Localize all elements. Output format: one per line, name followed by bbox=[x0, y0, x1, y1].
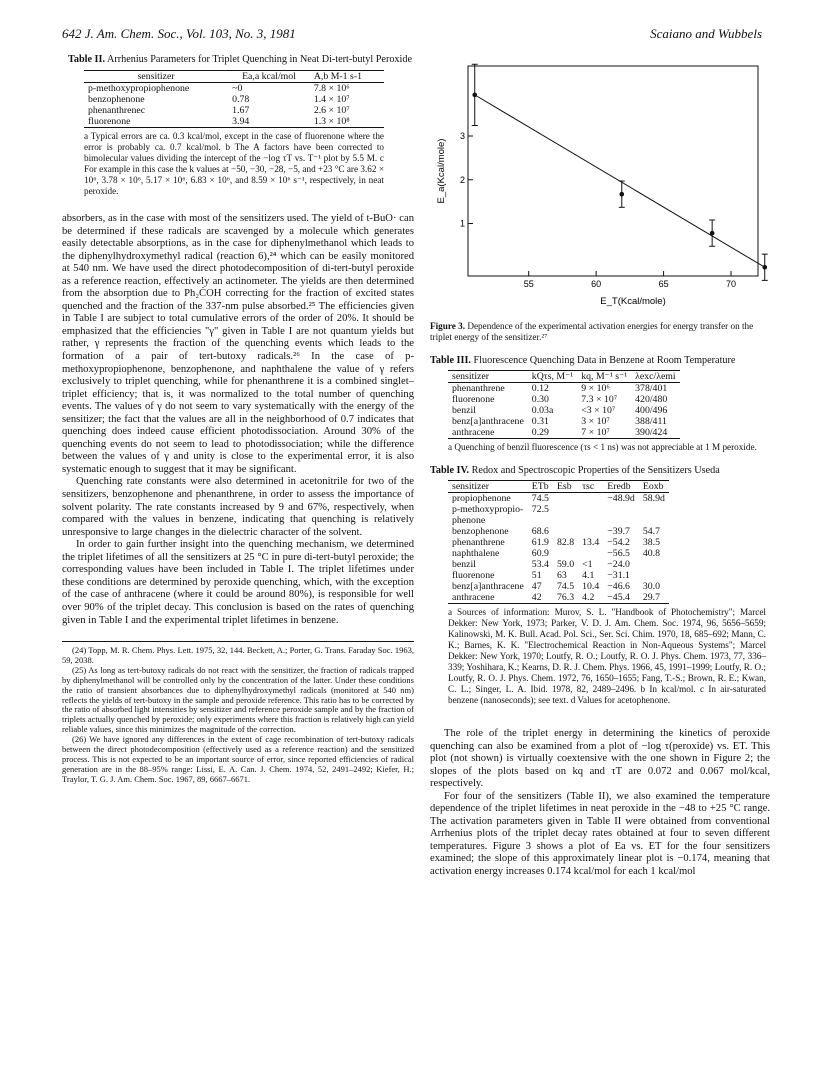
x-tick-label: 65 bbox=[658, 279, 669, 289]
table-cell: 72.5 bbox=[531, 504, 549, 515]
header-authors: Scaiano and Wubbels bbox=[650, 26, 762, 41]
table-cell bbox=[578, 548, 603, 559]
y-axis-label: E_a(Kcal/mole) bbox=[436, 138, 447, 204]
table-cell: p-methoxypropio- bbox=[452, 504, 524, 515]
right-body-text bbox=[430, 728, 770, 879]
table-cell: 76.3 bbox=[553, 592, 578, 604]
data-point bbox=[472, 93, 477, 98]
table-row bbox=[448, 493, 669, 505]
table2-footnote: a Typical errors are ca. 0.3 kcal/mol, except in the case of fluorenone where the error is probably ca. 0.7 kcal/mol. b The A factors have been corrected to bimolecular values dividing the intercept of the −log τT vs. T⁻¹ plot by 5.5 M. c For example in this case the k values at −50, −30, −28, −5, and +23 °C are 3.62 × 10⁶, 3.78 × 10⁶, 5.17 × 10⁶, 6.83 × 10⁶, and 8.59 × 10⁶ s⁻¹, respectively, in neat peroxide. bbox=[84, 131, 384, 196]
table-row bbox=[448, 559, 669, 570]
table-cell: phenanthrenec bbox=[88, 105, 146, 116]
table-cell bbox=[578, 504, 603, 515]
table-cell bbox=[603, 504, 639, 515]
table-cell: ~0 bbox=[232, 83, 243, 94]
table-row bbox=[84, 94, 384, 105]
table-cell: phenanthrene bbox=[452, 537, 505, 548]
table-cell: 51 bbox=[531, 570, 542, 581]
table-cell: 53.4 bbox=[531, 559, 549, 570]
reference-24: (24) Topp, M. R. Chem. Phys. Lett. 1975, 32, 144. Beckett, A.; Porter, G. Trans. Faraday Soc. 1963, 59, 2038. bbox=[62, 645, 414, 665]
table-cell: 0.78 bbox=[232, 94, 250, 105]
table-cell: phenone bbox=[452, 515, 486, 526]
table4 bbox=[448, 480, 669, 604]
right-column bbox=[430, 54, 770, 879]
table-cell: 390/424 bbox=[631, 427, 680, 439]
table-row bbox=[448, 570, 669, 581]
table-cell: −24.0 bbox=[607, 559, 630, 570]
table-row bbox=[448, 427, 680, 439]
x-tick-label: 60 bbox=[591, 279, 602, 289]
th-eox: Eoxb bbox=[639, 481, 669, 493]
table3-footnote: a Quenching of benzil fluorescence (τs < 1 ns) was not appreciable at 1 M peroxide. bbox=[448, 442, 757, 452]
th-taus: τsc bbox=[578, 481, 603, 493]
table-cell: 0.03a bbox=[531, 405, 554, 416]
x-axis-label: E_T(Kcal/mole) bbox=[600, 296, 666, 307]
footnote-references bbox=[62, 641, 414, 785]
table4-footnote: a Sources of information: Murov, S. L. "Handbook of Photochemistry"; Marcel Dekker: New York, 1973; Parker, V. D. J. Am. Chem. Soc. 1974, 96, 5656–5659; Kalinowski, M. K. Bull. Acad. Pol. Sci., Ser. Sci. Chim. 1970, 18, 685–692; Mann, C. K.; Barnes, K. K. "Electrochemical Reaction in Non-Aqueous Systems"; Marcel Dekker: New York, 1970; Loutfy, R. O.; Loutfy, R. O. J. Phys. Chem. 1973, 77, 336–339; Yoshihara, K.; Kearns, D. R. J. Chem. Phys. 1966, 45, 1991–1999; Loutfy, R. O.; Loutfy, R. O. J. Phys. Chem. 1972, 76, 1650–1655; Fang, T.-S.; Brown, R. E.; Kwan, C. L.; Singer, L. A. Ibid. 1978, 82, 2489–2496. b In kcal/mol. c In air-saturated benzene (nanoseconds); see text. d Values for acetophenone. bbox=[448, 607, 766, 705]
table-cell: 4.2 bbox=[578, 592, 603, 604]
th-kq: kq, M⁻¹ s⁻¹ bbox=[577, 371, 631, 383]
table-cell: 74.5 bbox=[531, 493, 549, 504]
y-tick-label: 1 bbox=[459, 218, 465, 229]
table-row bbox=[448, 383, 680, 395]
table-row bbox=[448, 581, 669, 592]
paragraph: For four of the sensitizers (Table II), we also examined the temperature dependence of the triplet lifetimes in neat peroxide in the −48 to +25 °C range. The activation parameters given in Table II were obtained from conventional Arrhenius plots of the triplet decay rates obtained at four to seven different temperatures. Figure 3 shows a plot of Ea vs. ET for the four sensitizers examined; the slope of this approximately linear plot is −0.174, meaning that activation energy increases 0.174 kcal/mol for each 1 kcal/mol bbox=[430, 790, 770, 878]
table2-label: Table II. bbox=[68, 54, 105, 65]
table-row bbox=[448, 526, 669, 537]
table-cell: 59.0 bbox=[556, 559, 575, 570]
header-journal: 642 J. Am. Chem. Soc., Vol. 103, No. 3, 1981 bbox=[62, 26, 296, 41]
table-row bbox=[448, 405, 680, 416]
figure3-label: Figure 3. bbox=[430, 321, 466, 331]
table-cell: 420/480 bbox=[635, 394, 668, 405]
table-cell bbox=[578, 493, 603, 505]
table-cell: 0.30 bbox=[531, 394, 549, 405]
table-cell: 38.5 bbox=[642, 537, 660, 548]
table-cell: −54.2 bbox=[607, 537, 630, 548]
table-cell: 42 bbox=[528, 592, 553, 604]
table-row bbox=[84, 83, 384, 95]
table-cell: <1 bbox=[582, 559, 593, 570]
table-cell: 388/411 bbox=[635, 416, 667, 427]
table-cell: 74.5 bbox=[556, 581, 575, 592]
th-lambda: λexc/λemi bbox=[631, 371, 680, 383]
table-cell: 47 bbox=[531, 581, 542, 592]
data-point bbox=[762, 265, 767, 270]
data-point bbox=[710, 231, 715, 236]
table-cell: 40.8 bbox=[642, 548, 660, 559]
table-row bbox=[448, 548, 669, 559]
table-cell: propiophenone bbox=[452, 493, 511, 504]
table-cell: 0.29 bbox=[528, 427, 577, 439]
table-cell: benzophenone bbox=[88, 94, 145, 105]
paragraph: absorbers, as in the case with most of the sensitizers used. The yield of t-BuO· can be determined if these radicals are scavenged by a molecule which generates easily detectable absorptions, as in the case for diphenylmethanol which leads to the diphenylhydroxymethyl radical (reaction 6),²⁴ which can be easily monitored at 540 nm. We have used the direct photodecomposition of di-tert-butyl peroxide as a reference reaction, effectively an actinometer. The yields are then determined from the absorption due to Ph₂ĊOH correcting for the fraction of excited states quenched and the fraction of the 337-nm pulse absorbed.²⁵ The efficiencies given in Table I are subject to total cumulative errors of the order of 20%. It should be emphasized that the efficiencies "γ" given in Table I are not quantum yields but rather, γ represents the fraction of the quenching events which leads to the formation of a pair of tert-butoxy radicals.²⁶ In the case of p-methoxypropiophenone, benzophenone, and naphthalene the value of γ refers exclusively to triplet quenching, while for phenanthrene it is a combined singlet–triplet efficiency; that is, it was normalized to the total number of quenching events. The values of γ do not seem to vary systematically with the energy of the sensitizer; the fact that the values are all in the neighborhood of 0.7 indicates that quenching does indeed cause efficient photodissociation. Around 30% of the quenching events do not seem to lead to photodissociation; while the difference between the values of γ and unity is close to the experimental error, it is also systematic enough to suggest that it may be significant. bbox=[62, 213, 414, 475]
x-tick-label: 70 bbox=[726, 279, 737, 289]
table-cell: 1.3 × 10⁸ bbox=[310, 116, 384, 128]
plot-frame bbox=[468, 66, 758, 276]
th-et: ETb bbox=[528, 481, 553, 493]
th-sensitizer: sensitizer bbox=[84, 71, 228, 83]
table-row bbox=[448, 537, 669, 548]
table-cell bbox=[553, 526, 578, 537]
table-cell: 7.3 × 10⁷ bbox=[581, 394, 618, 405]
figure3-caption-text: Dependence of the experimental activation energies for energy transfer on the triplet energy of the sensitizer.²⁷ bbox=[430, 321, 754, 342]
table-cell: fluorenone bbox=[452, 394, 495, 405]
x-tick-label: 55 bbox=[523, 279, 534, 289]
table-cell: 7.8 × 10⁶ bbox=[313, 83, 350, 94]
table-cell bbox=[553, 493, 578, 505]
th-sensitizer: sensitizer bbox=[448, 481, 528, 493]
th-kq-taus: kQτs, M⁻¹ bbox=[528, 371, 577, 383]
th-ered: Eredb bbox=[603, 481, 639, 493]
table-cell: 13.4 bbox=[582, 537, 600, 548]
table-cell: −56.5 bbox=[607, 548, 630, 559]
table-cell: phenanthrene bbox=[452, 383, 505, 394]
table-cell: 29.7 bbox=[639, 592, 669, 604]
data-point bbox=[619, 192, 624, 197]
table-cell: anthracene bbox=[448, 427, 528, 439]
table-cell bbox=[553, 515, 578, 526]
table4-caption bbox=[430, 465, 770, 477]
table-cell: 68.6 bbox=[531, 526, 549, 537]
table-header-row bbox=[448, 481, 669, 493]
table-cell: fluorenone bbox=[452, 570, 495, 581]
figure3-plot bbox=[430, 54, 770, 310]
table3-label: Table III. bbox=[430, 355, 471, 366]
table-cell: benzil bbox=[452, 559, 476, 570]
table-cell: 2.6 × 10⁷ bbox=[313, 105, 350, 116]
table-cell bbox=[639, 504, 669, 515]
th-ea: Ea,a kcal/mol bbox=[228, 71, 310, 83]
table-cell: benzophenone bbox=[452, 526, 509, 537]
table-header-row bbox=[84, 71, 384, 83]
table-cell: benz[a]anthracene bbox=[452, 416, 524, 427]
y-tick-label: 2 bbox=[459, 174, 465, 185]
table-cell: 3 × 10⁷ bbox=[581, 416, 610, 427]
table-cell: 9 × 10⁶ bbox=[581, 383, 610, 394]
left-column bbox=[62, 54, 414, 785]
table-row bbox=[448, 592, 669, 604]
table-row bbox=[448, 394, 680, 405]
table-cell: benz[a]anthracene bbox=[452, 581, 524, 592]
table-cell bbox=[553, 504, 578, 515]
table-cell: 4.1 bbox=[582, 570, 595, 581]
table-cell: anthracene bbox=[448, 592, 528, 604]
th-es: Esb bbox=[553, 481, 578, 493]
table-cell bbox=[528, 515, 553, 526]
table-cell: 1.4 × 10⁷ bbox=[313, 94, 350, 105]
table-cell: 58.9d bbox=[642, 493, 665, 504]
table-cell: 400/496 bbox=[635, 405, 668, 416]
table2 bbox=[84, 70, 384, 128]
table-cell bbox=[639, 570, 669, 581]
table-cell: 7 × 10⁷ bbox=[577, 427, 631, 439]
table4-title: Redox and Spectroscopic Properties of the Sensitizers Useda bbox=[471, 465, 720, 476]
table-cell: 378/401 bbox=[635, 383, 668, 394]
table-cell: benzil bbox=[452, 405, 476, 416]
table-cell: 3.94 bbox=[228, 116, 310, 128]
reference-26: (26) We have ignored any differences in the extent of cage recombination of tert-butoxy radicals between the direct photodecomposition (effectively used as a reference reaction) and the sensitized process. This is not expected to be an important source of error, since reported efficiencies of radical generation are in the 88–95% range: Lissi, E. A. Can. J. Chem. 1974, 52, 2491–2492; Kiefer, H.; Traylor, T. G. J. Am. Chem. Soc. 1967, 89, 6667–6671. bbox=[62, 734, 414, 784]
table-cell bbox=[578, 515, 603, 526]
table-cell: 82.8 bbox=[556, 537, 575, 548]
table-cell: naphthalene bbox=[452, 548, 500, 559]
paragraph: In order to gain further insight into the quenching mechanism, we determined the triplet lifetimes of all the sensitizers at 25 °C in pure di-tert-butyl peroxide; the corresponding values have been included in Table I. The triplet lifetimes under these conditions are determined by peroxide quenching, which, with the exception of the case of anthracene (where it could be around 80%), is responsible for well over 90% of the triplet decay. This conclusion is based on the rates of quenching given in Table I and the experimental triplet lifetimes in benzene. bbox=[62, 539, 414, 626]
table-row bbox=[448, 416, 680, 427]
table2-caption bbox=[68, 54, 414, 66]
table-cell bbox=[603, 515, 639, 526]
table4-label: Table IV. bbox=[430, 465, 470, 476]
table-cell: −45.4 bbox=[603, 592, 639, 604]
table-row bbox=[84, 116, 384, 128]
table-cell: 60.9 bbox=[531, 548, 549, 559]
table-cell: 0.31 bbox=[531, 416, 549, 427]
table2-title: Arrhenius Parameters for Triplet Quenching in Neat Di-tert-butyl Peroxide bbox=[106, 54, 412, 65]
table-cell: 10.4 bbox=[582, 581, 600, 592]
table-row bbox=[448, 515, 669, 526]
table-header-row bbox=[448, 371, 680, 383]
table-cell bbox=[578, 526, 603, 537]
table-cell: −46.6 bbox=[607, 581, 630, 592]
th-a: A,b M-1 s-1 bbox=[310, 71, 384, 83]
table3 bbox=[448, 370, 680, 439]
table-cell: 0.12 bbox=[531, 383, 549, 394]
y-tick-label: 3 bbox=[459, 131, 465, 141]
table-cell: 30.0 bbox=[642, 581, 660, 592]
table-cell: 63 bbox=[556, 570, 567, 581]
table-cell: fluorenone bbox=[84, 116, 228, 128]
table-cell: −39.7 bbox=[607, 526, 630, 537]
table-cell: p-methoxypropiophenone bbox=[88, 83, 190, 94]
table-cell: −31.1 bbox=[607, 570, 630, 581]
table-cell bbox=[553, 548, 578, 559]
table3-title: Fluorescence Quenching Data in Benzene at Room Temperature bbox=[473, 355, 736, 366]
table-row bbox=[84, 105, 384, 116]
table-cell: 61.9 bbox=[531, 537, 549, 548]
table-cell bbox=[639, 515, 669, 526]
table3-caption bbox=[430, 355, 770, 367]
table-row bbox=[448, 504, 669, 515]
th-sensitizer: sensitizer bbox=[448, 371, 528, 383]
table-cell bbox=[639, 559, 669, 570]
table-cell: 1.67 bbox=[232, 105, 250, 116]
reference-25: (25) As long as tert-butoxy radicals do not react with the sensitizer, the fraction of radicals trapped by diphenylmethanol will be controlled only by the concentration of the latter. Under these conditions the ratio of transient absorbances due to diphenylhydroxymethyl radicals (monitored at 540 nm) reflects the yields of tert-butoxy in the sample and peroxide reference. This ratio has to be corrected by the ratio of absorbed light intensities by sensitizer and reference peroxide sample and by the fraction of triplets actually quenched by peroxide; only experiments where this fraction is relatively high can yield reliable values, since this minimizes the magnitude of the correction. bbox=[62, 664, 414, 735]
table-cell: <3 × 10⁷ bbox=[581, 405, 616, 416]
paragraph: Quenching rate constants were also determined in acetonitrile for two of the sensitizers, benzophenone and phenanthrene, in order to assess the importance of solvent polarity. The rate constants increased by 9 and 67%, respectively, when compared with the values in benzene, indicating that quenching is relatively unresponsive to large changes in the dielectric character of the solvent. bbox=[62, 476, 414, 538]
table-cell: 54.7 bbox=[642, 526, 660, 537]
paragraph: The role of the triplet energy in determining the kinetics of peroxide quenching can also be examined from a plot of −log τ(peroxide) vs. ET. This plot (not shown) is virtually coextensive with the one shown in Figure 2; the slopes of the plots based on kq and τT are 0.072 and 0.067 mol/kcal, respectively. bbox=[430, 728, 770, 790]
left-body-text bbox=[62, 213, 414, 627]
figure3-caption bbox=[430, 321, 770, 343]
table-cell: −48.9d bbox=[607, 493, 635, 504]
running-header bbox=[62, 26, 762, 42]
